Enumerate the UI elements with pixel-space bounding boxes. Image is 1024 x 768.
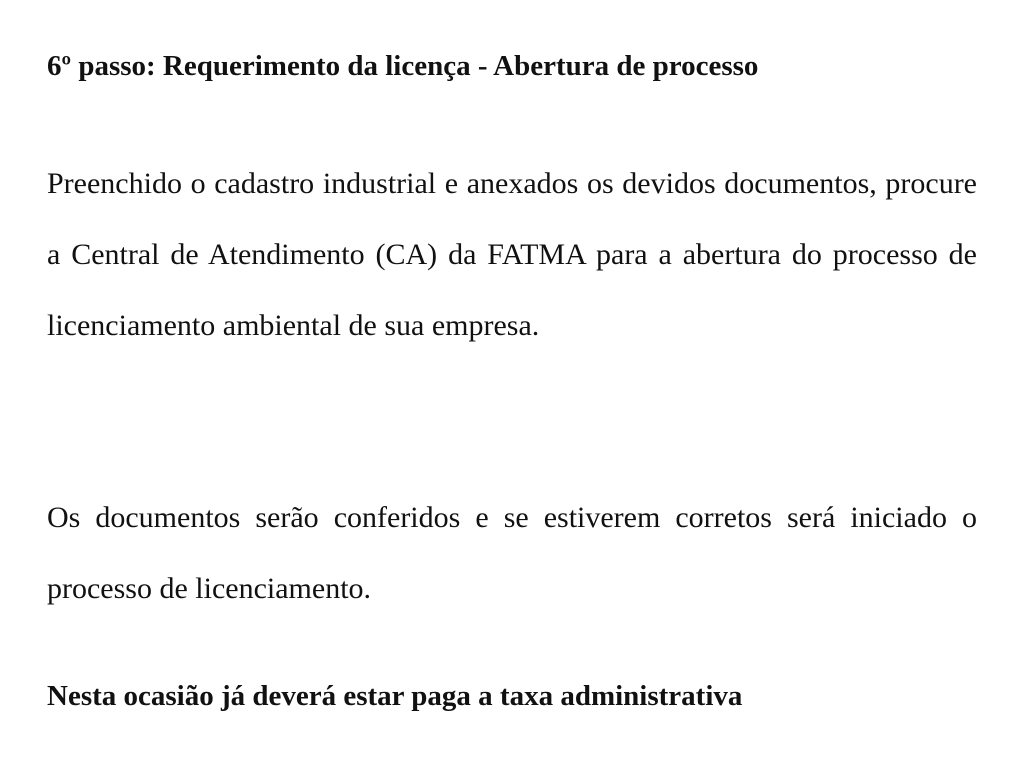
slide xyxy=(47,0,977,768)
fee-note: Nesta ocasião já deverá estar paga a taxa administrativa xyxy=(47,680,743,712)
paragraph-registration: Preenchido o cadastro industrial e anexados os devidos documentos, procure a Central de Atendimento (CA) da FATMA para a abertura do processo de licenciamento ambiental de sua empresa. xyxy=(47,167,977,342)
paragraph-verification: Os documentos serão conferidos e se estiverem corretos será iniciado o processo de licenciamento. xyxy=(47,501,977,605)
step-heading: 6º passo: Requerimento da licença - Abertura de processo xyxy=(47,50,759,82)
